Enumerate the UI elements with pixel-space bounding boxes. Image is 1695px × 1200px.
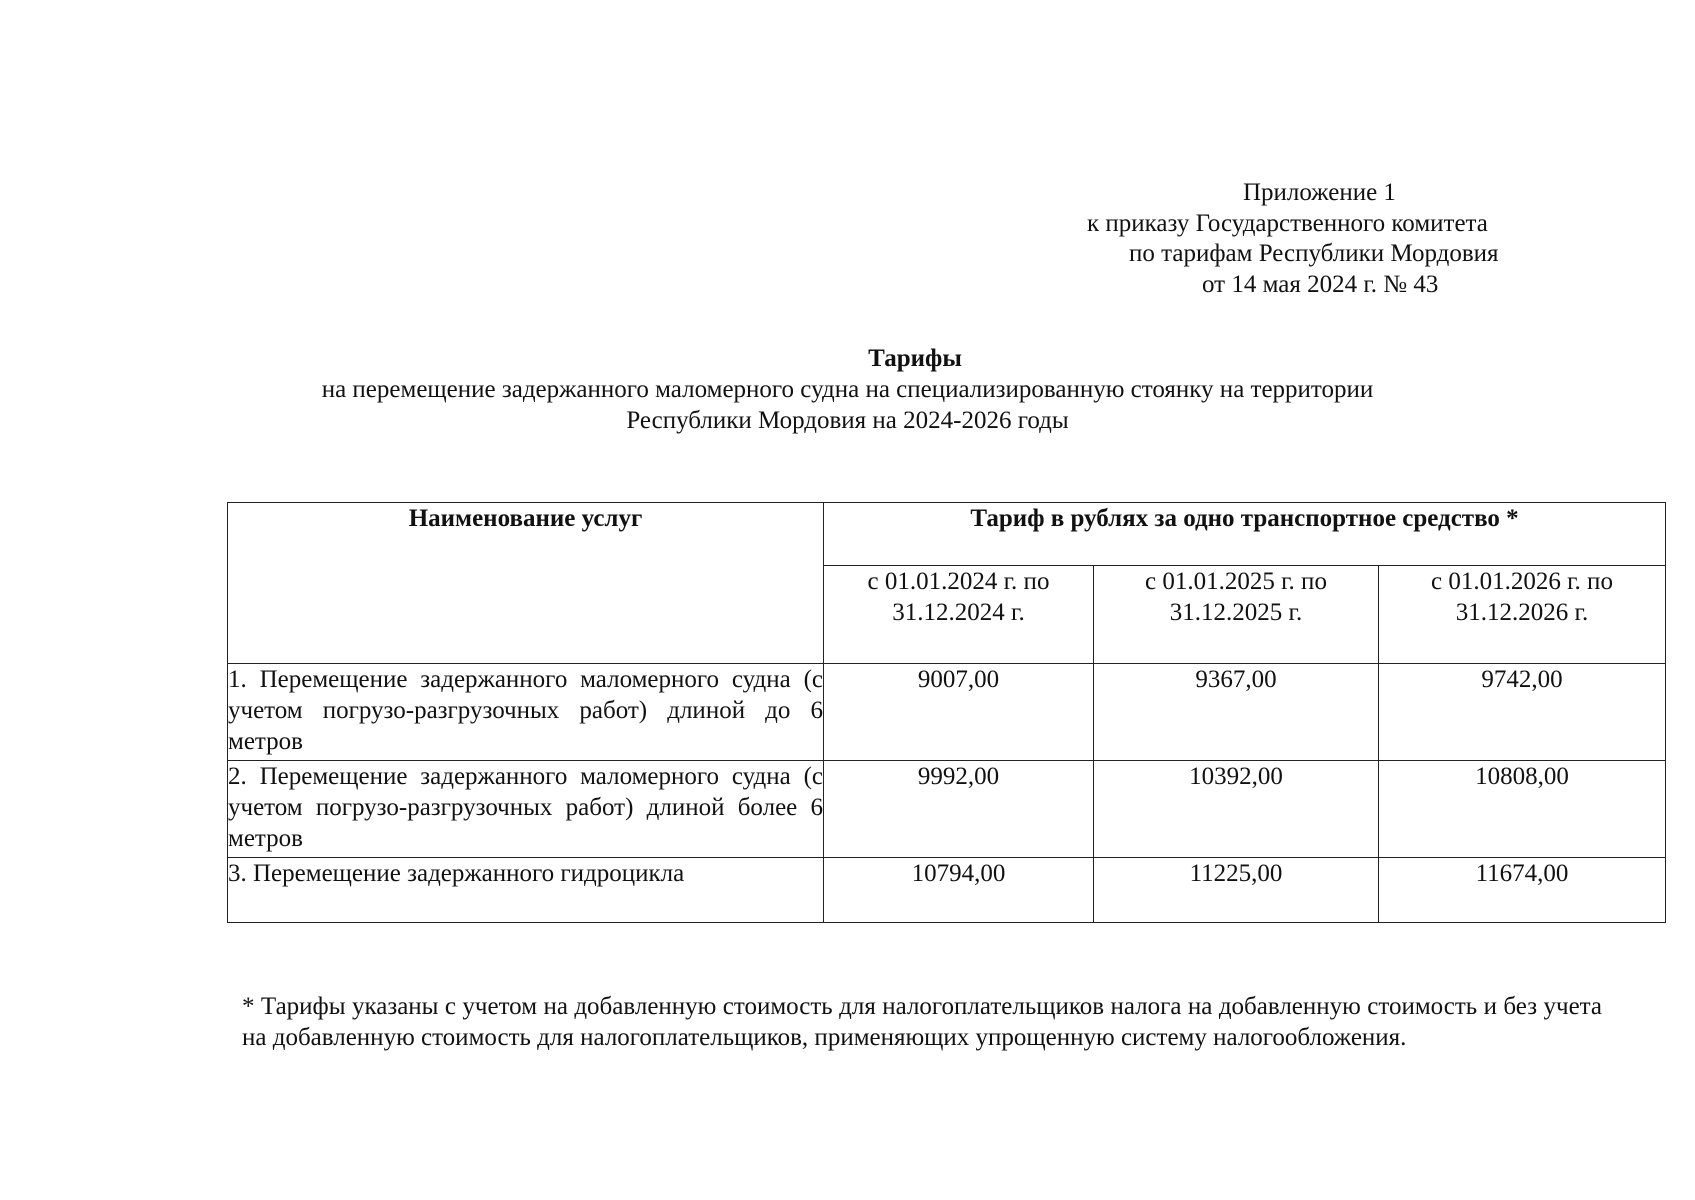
- header-period-2026: [1379, 566, 1666, 664]
- title-subtitle-line-2: Республики Мордовия на 2024-2026 годы: [626, 407, 1069, 434]
- value-cell: 11225,00: [1094, 858, 1379, 923]
- appendix-line-1: Приложение 1: [1243, 179, 1396, 206]
- service-cell: 2. Перемещение задержанного маломерного судна (с учетом погрузо-разгрузочных работ) длиной более 6 метров: [228, 761, 824, 858]
- value-cell: 9992,00: [824, 761, 1094, 858]
- period-2025-line-1: с 01.01.2025 г. по: [1145, 568, 1327, 596]
- value-cell: 10392,00: [1094, 761, 1379, 858]
- header-period-2025: [1094, 566, 1379, 664]
- header-service-name: Наименование услуг: [228, 503, 824, 664]
- table-row: [228, 761, 1666, 858]
- appendix-line-4: от 14 мая 2024 г. № 43: [1202, 270, 1439, 298]
- value-cell: 9742,00: [1379, 664, 1666, 761]
- document-title: [0, 343, 1695, 436]
- appendix-line-2: к приказу Государственного комитета: [1087, 209, 1488, 237]
- period-2025-line-2: 31.12.2025 г.: [1169, 599, 1303, 627]
- appendix-line-3: по тарифам Республики Мордовия: [1129, 240, 1499, 267]
- title-subtitle-line-1: на перемещение задержанного маломерного судна на специализированную стоянку на территории: [321, 376, 1374, 403]
- value-cell: 10794,00: [824, 858, 1094, 923]
- header-tariff: Тариф в рублях за одно транспортное средство *: [824, 503, 1666, 566]
- value-cell: 9007,00: [824, 664, 1094, 761]
- table-row: [228, 858, 1666, 923]
- value-cell: 11674,00: [1379, 858, 1666, 923]
- service-cell: 3. Перемещение задержанного гидроцикла: [228, 858, 824, 923]
- header-period-2024: [824, 566, 1094, 664]
- value-cell: 9367,00: [1094, 664, 1379, 761]
- table-row: [228, 664, 1666, 761]
- table-header-row: [228, 503, 1666, 566]
- period-2026-line-2: 31.12.2026 г.: [1455, 599, 1589, 627]
- title-main: Тарифы: [868, 345, 962, 372]
- period-2026-line-1: с 01.01.2026 г. по: [1431, 568, 1613, 596]
- value-cell: 10808,00: [1379, 761, 1666, 858]
- period-2024-line-2: 31.12.2024 г.: [892, 599, 1025, 627]
- footnote: * Тарифы указаны с учетом на добавленную стоимость для налогоплательщиков налога на добавленную стоимость и без учета на добавленную стоимость для налогоплательщиков, применяющих упрощенную систему налогообложения.: [242, 993, 1602, 1051]
- service-cell: 1. Перемещение задержанного маломерного судна (с учетом погрузо-разгрузочных работ) длиной до 6 метров: [228, 664, 824, 761]
- period-2024-line-1: с 01.01.2024 г. по: [867, 568, 1050, 596]
- tariffs-table: [227, 502, 1666, 923]
- appendix-block: [1000, 178, 1550, 300]
